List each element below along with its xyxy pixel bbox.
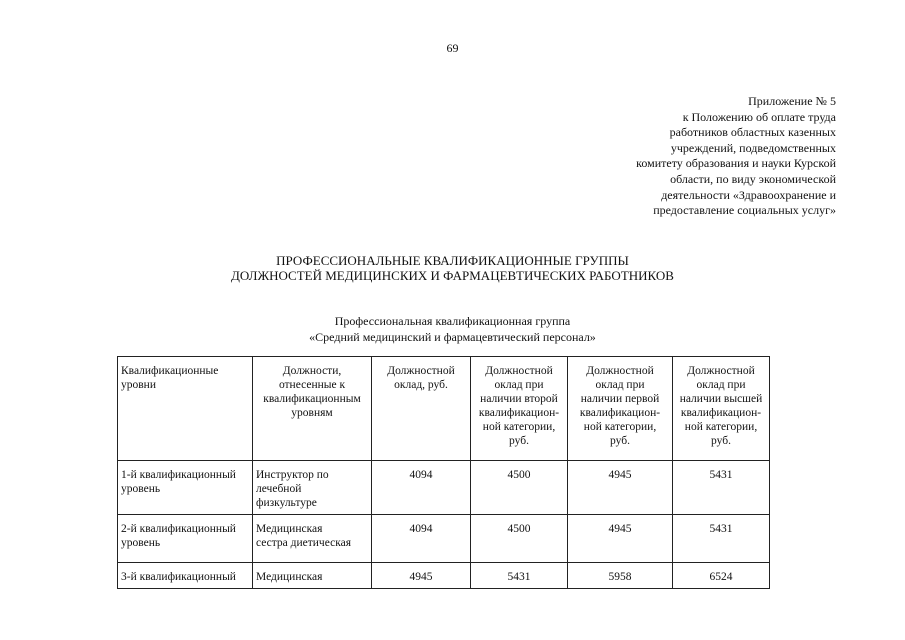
cell-first-category: 4945 xyxy=(568,461,673,515)
appendix-line: работников областных казенных xyxy=(669,125,836,140)
header-salary xyxy=(372,357,471,461)
group-subtitle xyxy=(0,313,905,345)
cell-highest-category: 5431 xyxy=(673,515,770,563)
header-text: Должности, xyxy=(282,365,342,377)
header-text: Должностной xyxy=(387,365,455,377)
header-text: руб. xyxy=(509,435,529,447)
cell-text: Инструктор по xyxy=(256,469,329,481)
table-row xyxy=(118,461,770,515)
cell-salary: 4945 xyxy=(372,563,471,589)
appendix-line: к Положению об оплате труда xyxy=(682,109,836,124)
cell-text: Медицинская xyxy=(256,571,323,583)
appendix-line: области, по виду экономической xyxy=(670,171,836,186)
salary-table xyxy=(117,356,770,589)
table-row xyxy=(118,515,770,563)
page-number: 69 xyxy=(446,41,459,55)
header-text: оклад, руб. xyxy=(394,379,448,391)
header-text: ной категории, xyxy=(583,421,657,433)
cell-text: сестра диетическая xyxy=(256,537,352,549)
appendix-line: предоставление социальных услуг» xyxy=(653,203,836,218)
header-text: квалификацион- xyxy=(680,407,762,419)
cell-position xyxy=(253,515,372,563)
header-text: Должностной xyxy=(687,365,755,377)
cell-text: физкультуре xyxy=(256,497,317,509)
header-text: руб. xyxy=(610,435,630,447)
cell-highest-category: 5431 xyxy=(673,461,770,515)
cell-second-category: 5431 xyxy=(471,563,568,589)
header-text: квалификационным xyxy=(263,393,361,405)
title-line: ДОЛЖНОСТЕЙ МЕДИЦИНСКИХ И ФАРМАЦЕВТИЧЕСКИХ РАБОТНИКОВ xyxy=(231,268,674,283)
header-text: наличии первой xyxy=(580,393,660,405)
cell-text: 1-й квалификационный xyxy=(121,469,236,481)
header-text: оклад при xyxy=(595,379,645,391)
table-row xyxy=(118,563,770,589)
header-text: Должностной xyxy=(485,365,553,377)
header-text: оклад при xyxy=(696,379,746,391)
cell-salary: 4094 xyxy=(372,461,471,515)
header-text: квалификацион- xyxy=(579,407,661,419)
header-text: наличии высшей xyxy=(679,393,763,405)
header-second-category xyxy=(471,357,568,461)
header-first-category xyxy=(568,357,673,461)
header-positions xyxy=(253,357,372,461)
cell-second-category: 4500 xyxy=(471,515,568,563)
header-text: уровням xyxy=(291,407,333,419)
subtitle-line: Профессиональная квалификационная группа xyxy=(334,314,571,328)
header-text: квалификацион- xyxy=(478,407,560,419)
header-text: отнесенные к xyxy=(278,379,346,391)
header-text: руб. xyxy=(711,435,731,447)
header-text: оклад при xyxy=(494,379,544,391)
cell-level xyxy=(118,461,253,515)
header-text: наличии второй xyxy=(480,393,558,405)
cell-salary: 4094 xyxy=(372,515,471,563)
appendix-line: комитету образования и науки Курской xyxy=(636,156,836,171)
table-header-row xyxy=(118,357,770,461)
cell-position xyxy=(253,461,372,515)
header-text: ной категории, xyxy=(684,421,758,433)
header-text: ной категории, xyxy=(482,421,556,433)
header-highest-category xyxy=(673,357,770,461)
cell-text: уровень xyxy=(121,483,161,495)
cell-level xyxy=(118,563,253,589)
cell-first-category: 4945 xyxy=(568,515,673,563)
cell-text: 3-й квалификационный xyxy=(121,571,236,583)
cell-position xyxy=(253,563,372,589)
header-text: Должностной xyxy=(586,365,654,377)
cell-level xyxy=(118,515,253,563)
cell-text: лечебной xyxy=(256,483,302,495)
appendix-note xyxy=(576,94,836,219)
header-text: уровни xyxy=(121,379,156,391)
cell-second-category: 4500 xyxy=(471,461,568,515)
cell-highest-category: 6524 xyxy=(673,563,770,589)
cell-first-category: 5958 xyxy=(568,563,673,589)
document-title xyxy=(0,253,905,283)
cell-text: Медицинская xyxy=(256,523,323,535)
appendix-line: Приложение № 5 xyxy=(748,94,836,108)
header-text: Квалификационные xyxy=(121,365,219,377)
appendix-line: учреждений, подведомственных xyxy=(670,140,836,155)
cell-text: 2-й квалификационный xyxy=(121,523,236,535)
title-line: ПРОФЕССИОНАЛЬНЫЕ КВАЛИФИКАЦИОННЫЕ ГРУППЫ xyxy=(276,253,629,268)
subtitle-line: «Средний медицинский и фармацевтический персонал» xyxy=(309,330,596,344)
cell-text: уровень xyxy=(121,537,161,549)
header-qualification-levels xyxy=(118,357,253,461)
appendix-line: деятельности «Здравоохранение и xyxy=(661,187,836,202)
